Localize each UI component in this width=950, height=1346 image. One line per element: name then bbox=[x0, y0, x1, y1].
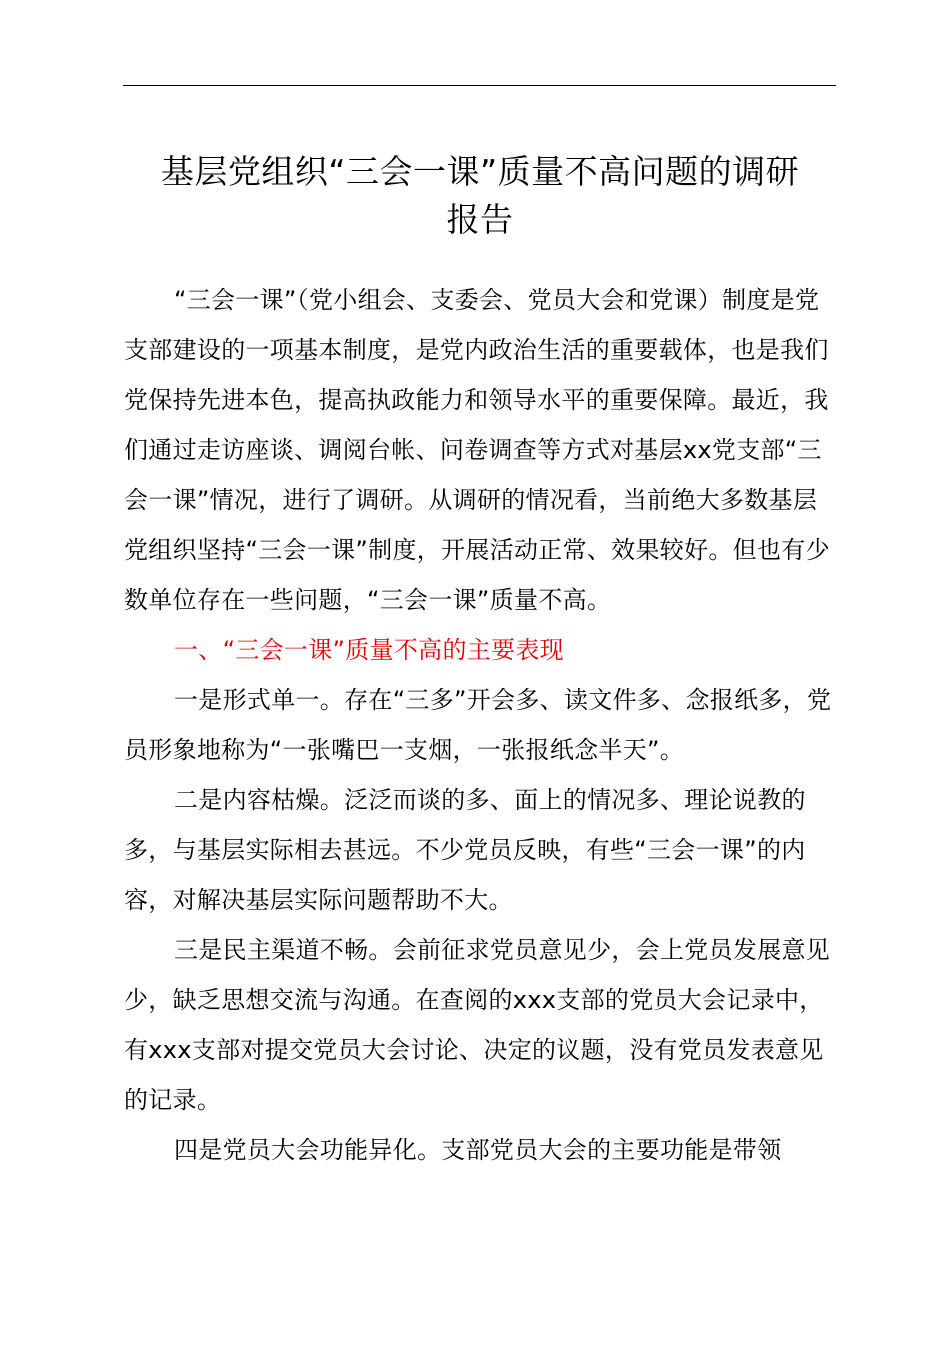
body-paragraph: 二是内容枯燥。泛泛而谈的多、面上的情况多、理论说教的多，与基层实际相去甚远。不少党员反映，有些“三会一课”的内容，对解决基层实际问题帮助不大。 bbox=[124, 786, 806, 914]
intro-paragraph: “三会一课”（党小组会、支委会、党员大会和党课）制度是党支部建设的一项基本制度，是党内政治生活的重要载体，也是我们党保持先进本色，提高执政能力和领导水平的重要保障。最近，我们通过走访座谈、调阅台帐、问卷调查等方式对基层xx党支部“三会一课”情况，进行了调研。从调研的情况看，当前绝大多数基层党组织坚持“三会一课”制度，开展活动正常、效果较好。但也有少数单位存在一些问题，“三会一课”质量不高。 bbox=[124, 286, 830, 614]
document-body bbox=[124, 275, 840, 1175]
body-paragraph: 四是党员大会功能异化。支部党员大会的主要功能是带领 bbox=[174, 1136, 782, 1164]
document-title bbox=[120, 148, 840, 244]
section-heading: 一、“三会一课”质量不高的主要表现 bbox=[174, 636, 564, 664]
title-line-1: 基层党组织“三会一课”质量不高问题的调研 bbox=[160, 152, 800, 191]
body-paragraph: 一是形式单一。存在“三多”开会多、读文件多、念报纸多，党员形象地称为“一张嘴巴一支烟，一张报纸念半天”。 bbox=[124, 686, 832, 764]
body-paragraph: 三是民主渠道不畅。会前征求党员意见少，会上党员发展意见少，缺乏思想交流与沟通。在查阅的xxx支部的党员大会记录中，有xxx支部对提交党员大会讨论、决定的议题，没有党员发表意见的记录。 bbox=[124, 936, 831, 1114]
header-rule bbox=[123, 85, 836, 86]
title-line-2: 报告 bbox=[446, 200, 514, 239]
